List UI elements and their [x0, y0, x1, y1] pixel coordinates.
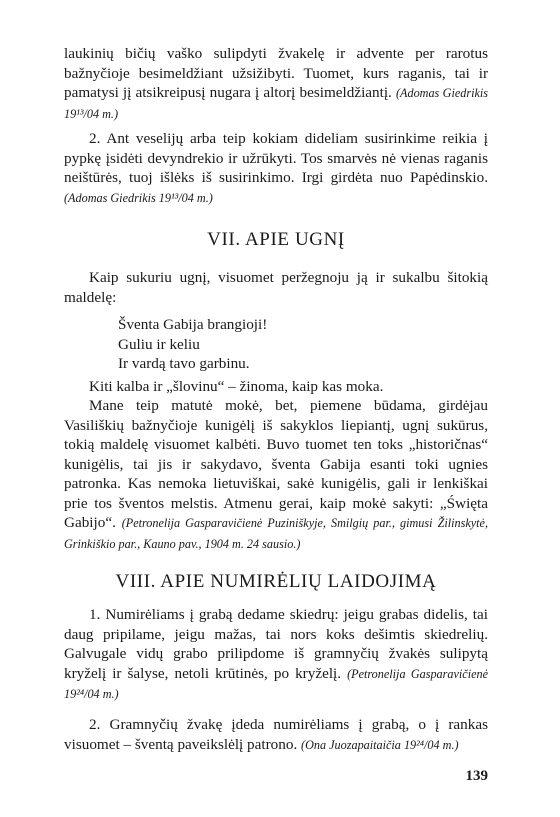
source-citation: (Petronelija Gasparavičienė Puziniškyje, Smilgių par., gimusi Žilinskytė, Grinkiškio par., Kauno pav., 1904 m. 24 sausio.): [64, 516, 489, 551]
paragraph-3: [64, 268, 488, 307]
page-number: 139: [465, 768, 488, 784]
paragraph-2: [64, 129, 488, 208]
paragraph-text: Mane teip matutė mokė, bet, piemene būdama, girdėjau Vasiliškių bažnyčioje kunigėlį iš sakyklos liepiantį, ugnį sukūrus, tokią maldelę visuomet kalbėti. Buvo tuomet ten toks „historičnas“ kunigėlis, tai jis ir sakydavo, šventa Gabija esanti toki ugnies patronka. Kas nemoka lietuviškai, sakė kunigėlis, gali ir lenkiškai prie tos šventos melstis. Atmenu gerai, kaip mokė sakyti: „Święta Gabijo“.: [64, 397, 488, 531]
prayer-verse: [118, 315, 438, 374]
verse-line: Šventa Gabija brangioji!: [118, 316, 268, 333]
source-citation: (Adomas Giedrikis 19¹³/04 m.): [64, 190, 213, 205]
paragraph-4: [64, 377, 488, 397]
paragraph-text: 1. Numirėliams į grabą dedame skiedrų: jeigu grabas didelis, tai daug pripilame, jeigu mažas, tai nors koks dešimtis skiedrelių. Galvugale vidų grabo prilipdome iš gramnyčių žvakės sulipytą kryželį ir šalyse, netoli krūtinės, po kryželį.: [64, 606, 488, 682]
source-citation: (Adomas Giedrikis 19¹³/04 m.): [64, 86, 489, 121]
paragraph-text: Kiti kalba ir „šlovinu“ – žinoma, kaip kas moka.: [89, 378, 384, 395]
source-citation: (Petronelija Gasparavičienė 19²⁴/04 m.): [64, 666, 488, 701]
verse-line: Guliu ir keliu: [118, 335, 200, 353]
section-heading-vii: VII. APIE UGNĮ: [207, 229, 345, 250]
paragraph-6: [64, 605, 488, 705]
verse-line: Ir vardą tavo garbinu.: [118, 355, 250, 372]
paragraph-text: laukinių bičių vaško sulipdyti žvakelę ir advente per rarotus bažnyčioje besimeldžiant užsižibyti. Tuomet, kurs raganis, tai ir pamatysi jį atsikreipusį nugara į altorį besimeldžiantį.: [64, 45, 488, 101]
paragraph-text: Kaip sukuriu ugnį, visuomet peržegnoju ją ir sukalbu šitokią maldelę:: [64, 269, 488, 306]
source-citation: (Ona Juozapaitaičia 19²⁴/04 m.): [301, 737, 459, 752]
section-heading-viii: VIII. APIE NUMIRĖLIŲ LAIDOJIMĄ: [115, 571, 437, 592]
paragraph-text: 2. Gramnyčių žvakę įdeda numirėliams į grabą, o į rankas visuomet – šventą paveikslėlį patrono.: [64, 716, 488, 753]
paragraph-5: [64, 396, 488, 554]
paragraph-7: [64, 715, 488, 755]
paragraph-text: 2. Ant veselijų arba teip kokiam dideliam susirinkime reikia į pypkę įsidėti devyndrekio ir užrūkyti. Tos smarvės nė vienas raganis neištūrės, tuoj išlėks iš susirinkimo. Irgi girdėta nuo Papėdinskio.: [64, 130, 488, 186]
paragraph-1: [64, 44, 488, 124]
